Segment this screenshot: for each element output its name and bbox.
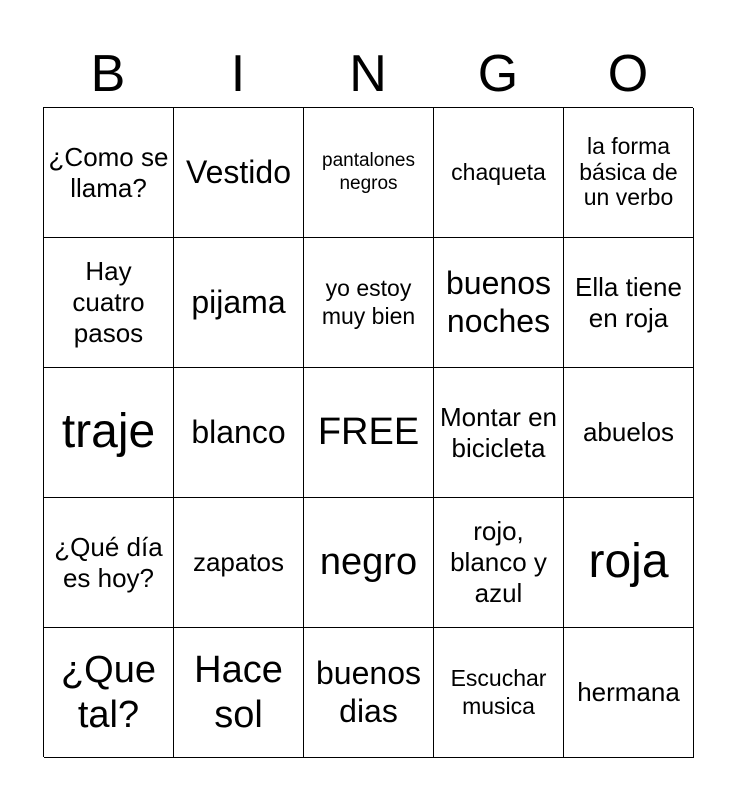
- cell-text: Vestido: [186, 153, 291, 190]
- bingo-cell-r3-c1[interactable]: [174, 498, 304, 628]
- header-letter-g: G: [477, 45, 519, 103]
- cell-text: Ella tiene en roja: [575, 271, 682, 333]
- bingo-cell-r0-c4[interactable]: [564, 108, 694, 238]
- bingo-cell-r4-c1[interactable]: [174, 628, 304, 758]
- cell-text: la forma básica de un verbo: [579, 132, 678, 211]
- cell-text: Escuchar musica: [450, 665, 547, 719]
- cell-text: pijama: [191, 283, 286, 320]
- header-letter-n: N: [349, 45, 387, 103]
- bingo-cell-r4-c4[interactable]: [564, 628, 694, 758]
- cell-text: ¿Que tal?: [60, 648, 157, 736]
- cell-text: hermana: [577, 677, 680, 708]
- bingo-cell-r2-c2[interactable]: [304, 368, 434, 498]
- bingo-cell-r0-c0[interactable]: [44, 108, 174, 238]
- bingo-header: [43, 40, 693, 108]
- cell-text: Montar en bicicleta: [439, 401, 558, 463]
- cell-text: rojo, blanco y azul: [450, 516, 547, 608]
- bingo-cell-r1-c0[interactable]: [44, 238, 174, 368]
- cell-text: buenos noches: [446, 264, 551, 339]
- bingo-cell-r1-c1[interactable]: [174, 238, 304, 368]
- cell-text: ¿Como se llama?: [48, 141, 169, 203]
- bingo-cell-r1-c2[interactable]: [304, 238, 434, 368]
- header-letter-i: I: [230, 45, 246, 103]
- bingo-cell-r2-c3[interactable]: [434, 368, 564, 498]
- cell-text: traje: [61, 405, 156, 459]
- bingo-cell-r0-c1[interactable]: [174, 108, 304, 238]
- bingo-board: [43, 107, 693, 757]
- header-letter-b: B: [90, 45, 126, 103]
- bingo-cell-r4-c2[interactable]: [304, 628, 434, 758]
- cell-text: blanco: [191, 413, 286, 450]
- cell-text: ¿Qué día es hoy?: [54, 531, 163, 593]
- cell-text: Hay cuatro pasos: [72, 256, 145, 348]
- bingo-cell-r1-c3[interactable]: [434, 238, 564, 368]
- header-letter-o: O: [607, 45, 649, 103]
- bingo-cell-r3-c4[interactable]: [564, 498, 694, 628]
- bingo-cell-r1-c4[interactable]: [564, 238, 694, 368]
- cell-text: zapatos: [192, 547, 285, 578]
- bingo-cell-r2-c0[interactable]: [44, 368, 174, 498]
- bingo-cell-r3-c2[interactable]: [304, 498, 434, 628]
- bingo-cell-r4-c0[interactable]: [44, 628, 174, 758]
- cell-text: FREE: [317, 411, 420, 454]
- cell-text: roja: [588, 535, 669, 589]
- cell-text: pantalones negros: [322, 150, 415, 194]
- cell-text: abuelos: [582, 417, 675, 448]
- bingo-cell-r3-c3[interactable]: [434, 498, 564, 628]
- bingo-cell-r2-c1[interactable]: [174, 368, 304, 498]
- bingo-cell-r3-c0[interactable]: [44, 498, 174, 628]
- cell-text: negro: [319, 541, 418, 584]
- bingo-cell-r0-c2[interactable]: [304, 108, 434, 238]
- cell-text: yo estoy muy bien: [321, 275, 416, 329]
- cell-text: Hace sol: [194, 648, 283, 736]
- bingo-cell-r4-c3[interactable]: [434, 628, 564, 758]
- cell-text: buenos dias: [316, 654, 421, 729]
- bingo-cell-r0-c3[interactable]: [434, 108, 564, 238]
- bingo-cell-r2-c4[interactable]: [564, 368, 694, 498]
- cell-text: chaqueta: [451, 158, 546, 185]
